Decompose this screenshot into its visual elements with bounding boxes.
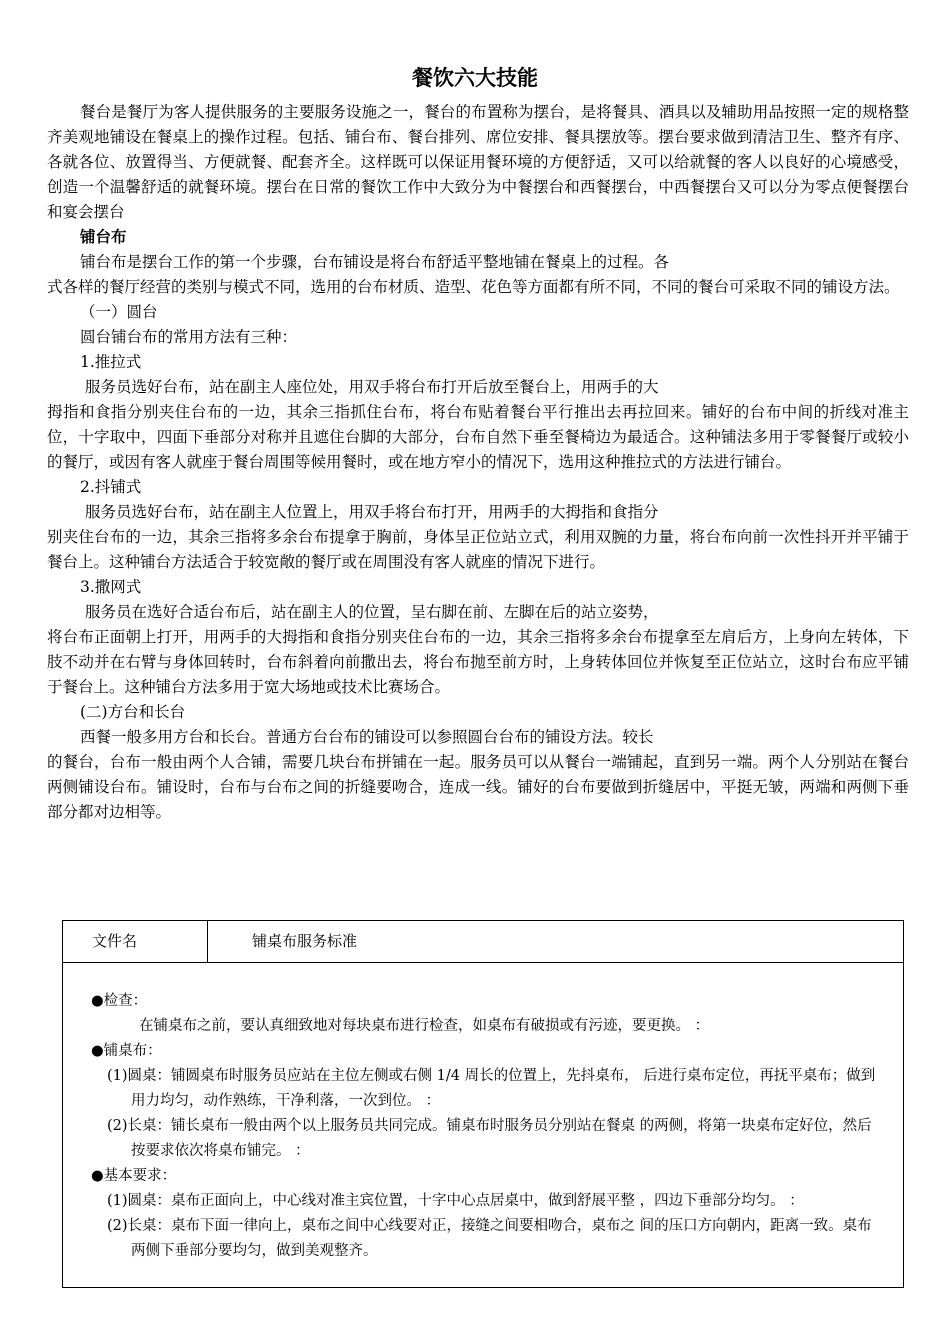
square-line1: 西餐一般多用方台和长台。普通方台台布的铺设可以参照圆台台布的铺设方法。较长 [80, 728, 654, 746]
check-heading: ●检查： [91, 993, 148, 1009]
method2-heading: 2.抖铺式 [80, 478, 142, 496]
method2-rest: 别夹住台布的一边，其余三指将多余台布提拿于胸前，身体呈正位站立式，利用双腕的力量，将台布向前一次性抖开并平铺于餐台上。这种铺台方法适合于较宽敞的餐厅或在周围没有客人就座的情况下进行。 [47, 528, 909, 571]
file-name-value: 铺桌布服务标准 [252, 932, 358, 950]
square-heading: (二)方台和长台 [80, 703, 186, 721]
check-text: 在铺桌布之前，要认真细致地对每块桌布进行检查，如桌布有破损或有污迹，要更换。 ： [139, 1018, 710, 1034]
requirement-round: (1)圆桌：桌布正面向上，中心线对准主宾位置，十字中心点居桌中，做到舒展平整 ，四边下垂部分均匀。 ： [107, 1193, 804, 1209]
round-intro: 圆台铺台布的常用方法有三种： [80, 328, 298, 346]
method3-rest: 将台布正面朝上打开，用两手的大拇指和食指分别夹住台布的一边，其余三指将多余台布提拿至左肩后方，上身向左转体，下肢不动并在右臂与身体回转时，台布斜着向前撒出去，将台布抛至前方时，上身转体回位并恢复至正位站立，这时台布应平铺于餐台上。这种铺台方法多用于宽大场地或技术比赛场合。 [47, 628, 909, 696]
requirement-long: (2)长桌：桌布下面一律向上，桌布之间中心线要对正，接缝之间要相吻合，桌布之 间的压口方向朝内，距离一致。桌布两侧下垂部分要均匀，做到美观整齐。 [107, 1218, 872, 1259]
table-body [91, 989, 881, 1264]
method3-heading: 3.撒网式 [80, 578, 142, 596]
intro-paragraph: 餐台是餐厅为客人提供服务的主要服务设施之一，餐台的布置称为摆台，是将餐具、酒具以及辅助用品按照一定的规格整齐美观地铺设在餐桌上的操作过程。包括、铺台布、餐台排列、席位安排、餐具摆放等。摆台要求做到清洁卫生、整齐有序、各就各位、放置得当、方便就餐、配套齐全。这样既可以保证用餐环境的方便舒适，又可以给就餐的客人以良好的心境感受，创造一个温馨舒适的就餐环境。摆台在日常的餐饮工作中大致分为中餐摆台和西餐摆台，中西餐摆台又可以分为零点便餐摆台和宴会摆台 [47, 103, 909, 221]
requirements-heading: ●基本要求： [91, 1168, 177, 1184]
section-intro-rest: 式各样的餐厅经营的类别与模式不同，选用的台布材质、造型、花色等方面都有所不同，不同的餐台可采取不同的铺设方法。 [47, 278, 900, 296]
standard-table [62, 920, 904, 1288]
square-rest: 的餐台，台布一般由两个人合铺，需要几块台布拼铺在一起。服务员可以从餐台一端铺起，直到另一端。两个人分别站在餐台两侧铺设台布。铺设时，台布与台布之间的折缝要吻合，连成一线。铺好的台布要做到折缝居中，平挺无皱，两端和两侧下垂部分都对边相等。 [47, 753, 909, 821]
table-header-row [63, 921, 903, 963]
lay-item-round: (1)圆桌：铺圆桌布时服务员应站在主位左侧或右侧 1/4 周长的位置上，先抖桌布， 后进行桌布定位，再抚平桌布；做到用力均匀，动作熟练，干净利落，一次到位。 ： [107, 1068, 876, 1109]
method1-rest: 拇指和食指分别夹住台布的一边，其余三指抓住台布，将台布贴着餐台平行推出去再拉回来。铺好的台布中间的折线对准主位，十字取中，四面下垂部分对称并且遮住台脚的大部分，台布自然下垂至餐椅边为最适合。这种铺法多用于零餐餐厅或较小的餐厅，或因有客人就座于餐台周围等候用餐时，或在地方窄小的情况下，选用这种推拉式的方法进行铺台。 [47, 403, 909, 471]
lay-item-long: (2)长桌：铺长桌布一般由两个以上服务员共同完成。铺桌布时服务员分别站在餐桌 的两侧，将第一块桌布定好位，然后按要求依次将桌布铺完。 ： [107, 1118, 872, 1159]
file-name-label: 文件名 [63, 921, 208, 962]
method3-line1: 服务员在选好合适台布后，站在副主人的位置，呈右脚在前、左脚在后的站立姿势， [85, 603, 659, 621]
section-heading: 铺台布 [80, 228, 127, 246]
section-intro-line1: 铺台布是摆台工作的第一个步骤，台布铺设是将台布舒适平整地铺在餐桌上的过程。各 [80, 253, 670, 271]
method1-heading: 1.推拉式 [80, 353, 142, 371]
round-heading: （一）圆台 [80, 303, 158, 321]
document-body [47, 100, 909, 825]
document-title: 餐饮六大技能 [412, 66, 538, 90]
lay-heading: ●铺桌布： [91, 1043, 162, 1059]
method1-line1: 服务员选好台布，站在副主人座位处，用双手将台布打开后放至餐台上，用两手的大 [85, 378, 659, 396]
method2-line1: 服务员选好台布，站在副主人位置上，用双手将台布打开，用两手的大拇指和食指分 [85, 503, 659, 521]
